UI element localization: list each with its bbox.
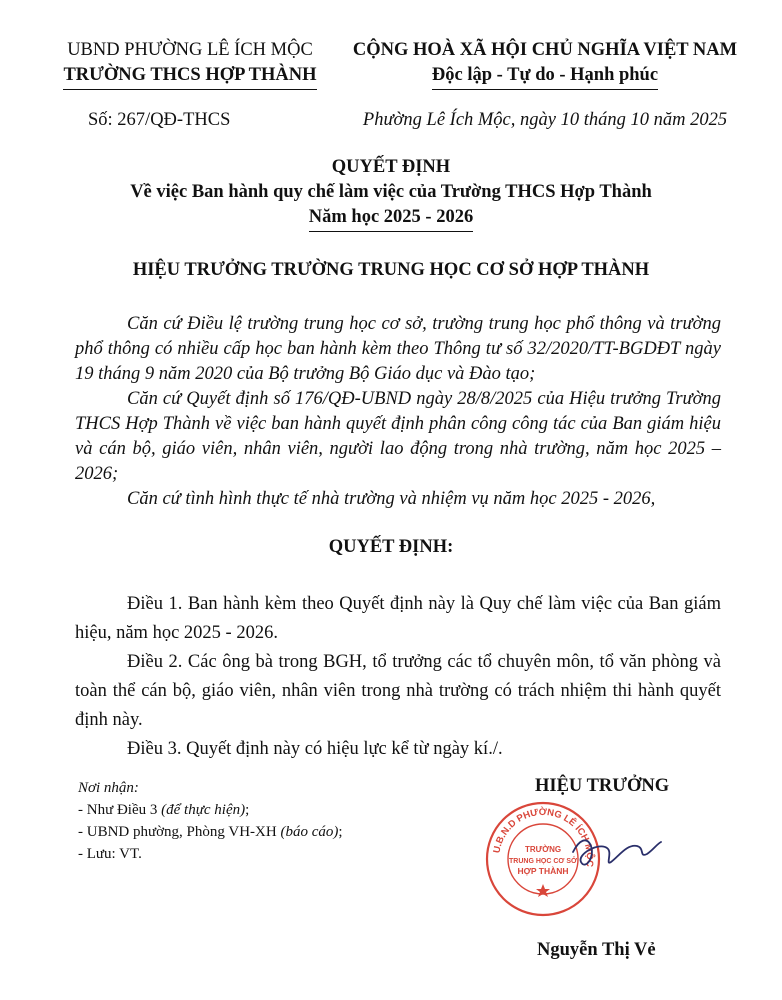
title-line-3: Năm học 2025 - 2026 [309, 205, 473, 232]
article-1: Điều 1. Ban hành kèm theo Quyết định này là Quy chế làm việc của Ban giám hiệu, năm học 2025 - 2026. [75, 594, 721, 643]
svg-text:U.B.N.D PHƯỜNG LÊ ÍCH MỘC: U.B.N.D PHƯỜNG LÊ ÍCH MỘC [491, 806, 596, 868]
org-line-2: TRƯỜNG THCS HỢP THÀNH [63, 63, 316, 90]
title-line-1: QUYẾT ĐỊNH [331, 157, 451, 177]
ground-1: Căn cứ Điều lệ trường trung học cơ sở, trường trung học phổ thông và trường phổ thông có nhiều cấp học ban hành kèm theo Thông tư số 32/2020/TT-BGDĐT ngày 19 tháng 9 năm 2020 của Bộ trưởng Bộ Giáo dục và Đào tạo; [75, 314, 721, 384]
article-2: Điều 2. Các ông bà trong BGH, tổ trưởng các tổ chuyên môn, tổ văn phòng và toàn thể cán bộ, giáo viên, nhân viên trong nhà trường có trách nhiệm thi hành quyết định này. [75, 652, 721, 730]
signer-name: Nguyễn Thị Vẻ [537, 940, 656, 960]
document-title [0, 155, 782, 232]
recipient-1: - Như Điều 3 (để thực hiện); [78, 802, 250, 818]
legal-grounds [75, 312, 721, 512]
recipient-2: - UBND phường, Phòng VH-XH (báo cáo); [78, 824, 343, 840]
recipient-3: - Lưu: VT. [78, 846, 142, 862]
national-motto [330, 38, 760, 90]
recipients-heading: Nơi nhận: [78, 780, 139, 796]
decision-heading: QUYẾT ĐỊNH: [328, 537, 454, 557]
title-line-2: Về việc Ban hành quy chế làm việc của Trường THCS Hợp Thành [130, 182, 652, 202]
signer-title: HIỆU TRƯỞNG [535, 776, 670, 796]
ground-3: Căn cứ tình hình thực tế nhà trường và nhiệm vụ năm học 2025 - 2026, [127, 489, 656, 509]
svg-text:TRUNG HỌC CƠ SỞ: TRUNG HỌC CƠ SỞ [509, 858, 577, 865]
articles [75, 590, 721, 764]
nation-line-2: Độc lập - Tự do - Hạnh phúc [432, 63, 658, 90]
recipients-block [78, 777, 343, 865]
issuing-org [40, 38, 340, 90]
signature-icon [565, 822, 665, 882]
doc-number: Số: 267/QĐ-THCS [88, 110, 231, 130]
org-line-1: UBND PHƯỜNG LÊ ÍCH MỘC [67, 40, 313, 60]
place-date: Phường Lê Ích Mộc, ngày 10 tháng 10 năm 2025 [362, 110, 728, 130]
authority-heading: HIỆU TRƯỞNG TRƯỜNG TRUNG HỌC CƠ SỞ HỢP THÀNH [132, 260, 650, 280]
svg-text:HỢP THÀNH: HỢP THÀNH [517, 866, 569, 876]
svg-text:TRƯỜNG: TRƯỜNG [524, 845, 562, 854]
nation-line-1: CỘNG HOÀ XÃ HỘI CHỦ NGHĨA VIỆT NAM [352, 40, 738, 60]
article-3: Điều 3. Quyết định này có hiệu lực kể từ ngày kí./. [127, 739, 503, 759]
ground-2: Căn cứ Quyết định số 176/QĐ-UBND ngày 28/8/2025 của Hiệu trưởng Trường THCS Hợp Thành về việc ban hành quyết định phân công công tác của Ban giám hiệu và cán bộ, giáo viên, nhân viên, người lao động trong nhà trường, năm học 2025 – 2026; [75, 389, 721, 484]
